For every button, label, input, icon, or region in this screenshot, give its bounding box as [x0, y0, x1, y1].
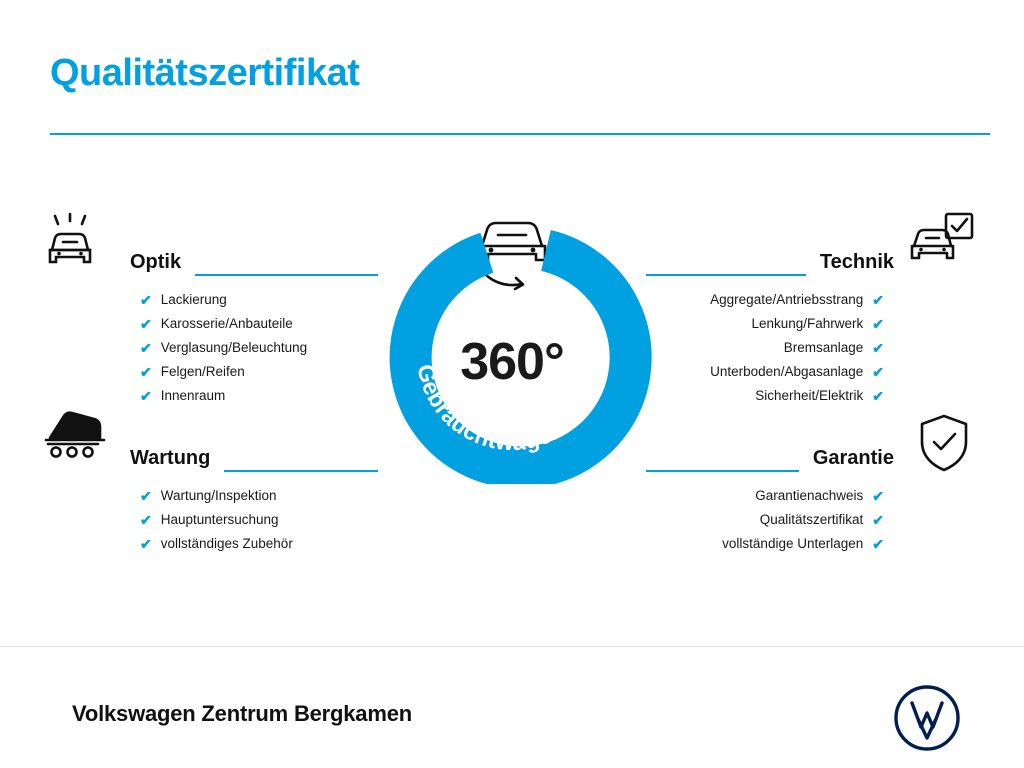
check-icon: ✔: [872, 388, 884, 404]
check-icon: ✔: [140, 316, 152, 332]
title-divider: [50, 133, 990, 135]
check-icon: ✔: [140, 388, 152, 404]
list-item-label: Unterboden/Abgasanlage: [710, 364, 864, 379]
list-item: [140, 484, 378, 508]
section-title: Technik: [819, 251, 894, 273]
check-icon: ✔: [140, 488, 152, 504]
check-icon: ✔: [140, 292, 152, 308]
list-item-label: Hauptuntersuchung: [160, 512, 279, 527]
section-optik: [130, 232, 378, 408]
list-item: [140, 384, 378, 408]
section-garantie: [646, 428, 894, 556]
section-wartung: [130, 428, 378, 556]
check-icon: ✔: [872, 512, 884, 528]
list-item-label: Lackierung: [160, 292, 227, 307]
car-wash-icon: [44, 212, 116, 279]
section-items: [646, 484, 894, 556]
check-icon: ✔: [140, 536, 152, 552]
list-item: [646, 288, 884, 312]
section-title: Optik: [130, 251, 182, 273]
section-header: [130, 428, 378, 472]
list-item-label: Bremsanlage: [783, 340, 864, 355]
list-item: [140, 508, 378, 532]
section-divider: [646, 274, 806, 276]
check-icon: ✔: [140, 340, 152, 356]
check-icon: ✔: [872, 536, 884, 552]
check-icon: ✔: [872, 292, 884, 308]
list-item-label: Qualitätszertifikat: [759, 512, 864, 527]
list-item-label: Innenraum: [160, 388, 226, 403]
list-item: [646, 360, 884, 384]
section-header: [130, 232, 378, 276]
dealer-name: Volkswagen Zentrum Bergkamen: [72, 701, 412, 726]
list-item: [646, 312, 884, 336]
section-technik: [646, 232, 894, 408]
section-items: [130, 484, 378, 556]
check-icon: ✔: [872, 488, 884, 504]
car-lift-icon: [42, 408, 120, 473]
check-icon: ✔: [872, 316, 884, 332]
list-item-label: Sicherheit/Elektrik: [755, 388, 864, 403]
content-area: [0, 160, 1024, 640]
section-items: [130, 288, 378, 408]
section-header: [646, 232, 894, 276]
section-title: Wartung: [130, 447, 211, 469]
list-item-label: Wartung/Inspektion: [160, 488, 277, 503]
section-divider: [195, 274, 378, 276]
list-item: [140, 288, 378, 312]
section-divider: [646, 470, 799, 472]
list-item-label: Felgen/Reifen: [160, 364, 245, 379]
list-item: [646, 508, 884, 532]
badge-arc-label: Gebrauchtwagen-Check: [412, 361, 612, 456]
badge-degrees: 360°: [460, 333, 564, 391]
section-items: [646, 288, 894, 408]
check-icon: ✔: [872, 340, 884, 356]
check-icon: ✔: [872, 364, 884, 380]
list-item: [646, 532, 884, 556]
list-item: [646, 384, 884, 408]
list-item-label: Garantienachweis: [755, 488, 864, 503]
section-header: [646, 428, 894, 472]
list-item-label: Aggregate/Antriebsstrang: [710, 292, 864, 307]
check-icon: ✔: [140, 364, 152, 380]
list-item-label: Karosserie/Anbauteile: [160, 316, 293, 331]
list-item: [140, 312, 378, 336]
list-item: [140, 360, 378, 384]
list-item: [646, 336, 884, 360]
check-icon: ✔: [140, 512, 152, 528]
list-item: [140, 532, 378, 556]
section-title: Garantie: [812, 447, 894, 469]
list-item-label: Verglasung/Beleuchtung: [160, 340, 308, 355]
list-item: [140, 336, 378, 360]
volkswagen-logo: [892, 683, 962, 758]
shield-check-icon: [916, 412, 972, 479]
list-item: [646, 484, 884, 508]
check-badge: [372, 184, 652, 484]
list-item-label: vollständige Unterlagen: [722, 536, 864, 551]
footer: [0, 647, 1024, 768]
list-item-label: Lenkung/Fahrwerk: [751, 316, 864, 331]
page-title: Qualitätszertifikat: [50, 52, 360, 94]
car-checklist-icon: [910, 212, 976, 279]
list-item-label: vollständiges Zubehör: [160, 536, 293, 551]
section-divider: [224, 470, 378, 472]
